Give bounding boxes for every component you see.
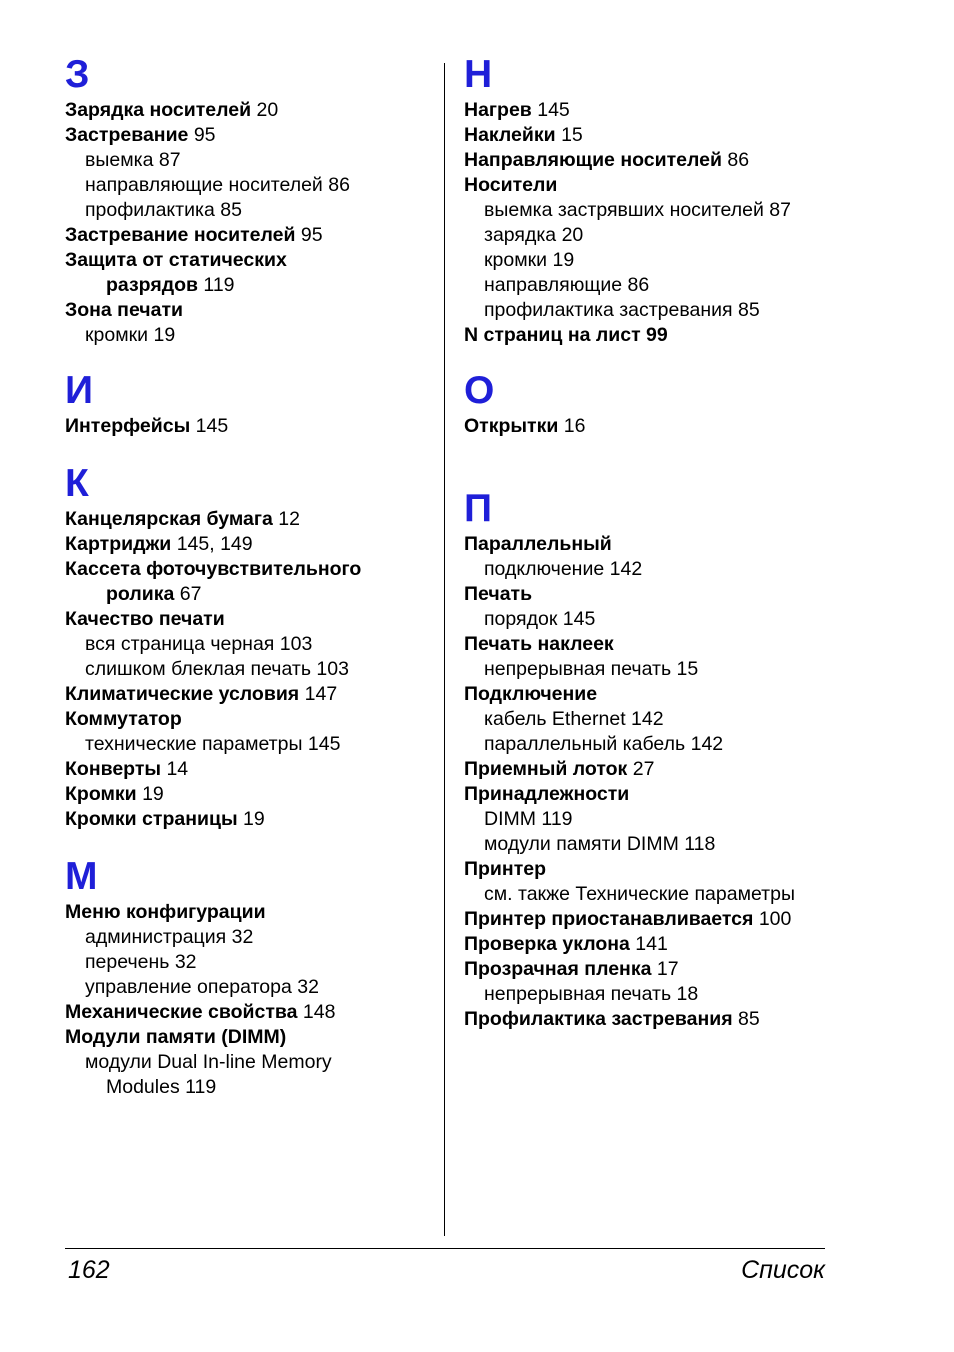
index-entry [65,807,435,832]
entry-page-number: 145 [537,99,570,121]
index-entry [464,323,914,348]
section-letter-heading: О [464,369,495,412]
entry-page-number: 142 [609,558,643,580]
section-letter-heading: З [65,53,90,96]
index-entry [464,148,914,173]
entry-term: порядок [484,608,558,630]
index-entry [65,507,435,532]
index-entry [65,1000,435,1025]
entry-page-number: 14 [166,758,189,780]
index-entry [464,857,914,882]
entry-page-number: 16 [563,415,586,437]
entry-page-number: 103 [279,633,313,655]
entry-page-number: 15 [676,658,699,680]
entry-term: Открытки [464,415,559,437]
entry-term: параллельный кабель [484,733,686,755]
entry-term: профилактика застревания [484,299,733,321]
index-subentry [464,198,914,223]
index-entry [464,682,914,707]
entry-term: модули памяти DIMM [484,833,679,855]
entry-term: слишком блеклая печать [85,658,311,680]
index-subentry [65,323,435,348]
entry-term: Зарядка носителей [65,99,252,121]
entry-term: Меню конфигурации [65,901,266,923]
index-section [65,461,435,832]
entry-term: Параллельный [464,533,612,555]
entry-term: Приемный лоток [464,758,628,780]
index-entry [65,248,435,298]
entry-term: Конверты [65,758,162,780]
entry-term: Кромки страницы [65,808,238,830]
entry-page-number: 85 [738,299,760,321]
entry-term: администрация [85,926,227,948]
entry-page-number: 86 [328,174,350,196]
entry-page-number: 32 [174,951,197,973]
entry-term: Зона печати [65,299,184,321]
entry-page-number: 119 [541,808,573,830]
entry-page-number: 19 [552,249,575,271]
entry-page-number: 67 [179,583,202,605]
index-entry [65,414,435,439]
index-subentry [65,632,435,657]
entry-page-number: 19 [142,783,164,805]
entry-term-continuation [65,582,435,607]
entry-term: Подключение [464,683,598,705]
index-subentry [464,982,914,1007]
entry-page-number: 12 [278,508,300,530]
section-letter-heading: К [65,462,89,505]
entry-term: Профилактика застревания [464,1008,733,1030]
index-entry [65,1025,435,1050]
entry-page-number: 145, 149 [176,533,253,555]
entry-page-number: 118 [684,833,716,855]
entry-term-continued: Modules [106,1076,180,1098]
entry-term: профилактика [85,199,215,221]
entry-term: Застревание [65,124,189,146]
index-entry [464,123,914,148]
entry-page-number: 17 [656,958,679,980]
entry-page-number: 27 [632,758,655,780]
entry-term: вся страница черная [85,633,275,655]
entry-term: Кассета фоточувствительного [65,558,362,580]
entry-page-number: 145 [562,608,596,630]
entry-page-number: 87 [158,149,181,171]
index-subentry [65,925,435,950]
index-entry [464,582,914,607]
index-subentry [464,832,914,857]
entry-term: подключение [484,558,605,580]
index-entry [464,782,914,807]
index-subentry [65,732,435,757]
entry-page-number: 95 [300,224,323,246]
entry-term: непрерывная печать [484,983,672,1005]
index-section [464,368,914,439]
entry-term: направляющие [484,274,623,296]
index-subentry [464,298,914,323]
index-entry [65,607,435,632]
entry-term: Коммутатор [65,708,182,730]
entry-term-continuation [85,1075,435,1100]
section-letter-heading: М [65,855,98,898]
index-entry [65,298,435,323]
entry-term: Прозрачная пленка [464,958,652,980]
entry-term: кабель Ethernet [484,708,626,730]
entry-term: Носители [464,174,558,196]
entry-term: Интерфейсы [65,415,191,437]
index-entry [65,223,435,248]
entry-term: Направляющие носителей [464,149,722,171]
index-entry [464,173,914,198]
index-subentry [464,273,914,298]
entry-term: Канцелярская бумага [65,508,273,530]
entry-page-number: 87 [769,199,791,221]
entry-term: кромки [484,249,548,271]
entry-page-number: 95 [193,124,216,146]
index-entry [65,532,435,557]
entry-term: Наклейки [464,124,556,146]
entry-term: выемка застрявших носителей [484,199,764,221]
index-entry [65,123,435,148]
entry-term: кромки [85,324,149,346]
entry-page-number: 141 [635,933,668,955]
entry-term: Качество печати [65,608,225,630]
entry-term: перечень [85,951,170,973]
entry-term: зарядка [484,224,557,246]
entry-term: Кромки [65,783,137,805]
footer-page-number: 162 [68,1256,110,1284]
index-subentry [65,198,435,223]
entry-term: Принтер приостанавливается [464,908,754,930]
index-section [65,368,435,439]
index-entry [464,907,914,932]
index-entry [464,98,914,123]
index-section [65,854,435,1100]
index-entry [65,782,435,807]
entry-term: модули Dual In-line Memory [85,1051,332,1073]
index-subentry [65,173,435,198]
entry-page-number: 103 [316,658,349,680]
entry-term: направляющие носителей [85,174,323,196]
index-subentry [65,1050,435,1100]
entry-term: Механические свойства [65,1001,298,1023]
entry-term-continued: ролика [106,583,175,605]
entry-term: управление оператора [85,976,292,998]
index-entry [65,98,435,123]
entry-page-number: 85 [738,1008,760,1030]
index-entry [464,1007,914,1032]
index-entry [65,557,435,607]
section-letter-heading: Н [464,53,493,96]
index-entry [65,900,435,925]
index-entry [464,957,914,982]
index-subentry [464,732,914,757]
index-section [464,486,914,1032]
entry-page-number: 85 [220,199,242,221]
column-divider [444,63,445,1236]
index-entry [464,414,914,439]
entry-term: Картриджи [65,533,172,555]
entry-page-number: 145 [195,415,229,437]
entry-page-number: 86 [627,274,650,296]
entry-page-number: 100 [758,908,792,930]
entry-page-number: 142 [631,708,664,730]
entry-page-number: 142 [690,733,724,755]
index-entry [464,757,914,782]
entry-page-number: 147 [304,683,338,705]
index-subentry [65,148,435,173]
index-entry [464,932,914,957]
entry-page-number: 15 [561,124,583,146]
entry-term: Печать [464,583,533,605]
index-entry [65,757,435,782]
entry-page-number: 119 [203,274,235,296]
index-subentry [464,882,914,907]
footer-rule [65,1248,825,1249]
entry-page-number: 145 [307,733,341,755]
entry-page-number: 19 [153,324,176,346]
entry-term-continuation [65,273,435,298]
entry-term: технические параметры [85,733,303,755]
entry-term-continued: разрядов [106,274,198,296]
entry-page-number: 32 [297,976,319,998]
entry-page-number: 19 [243,808,265,830]
entry-term: выемка [85,149,154,171]
section-letter-heading: П [464,487,493,530]
entry-page-number: 18 [676,983,699,1005]
entry-term: Защита от статических [65,249,287,271]
index-subentry [464,223,914,248]
footer-section-title: Список [741,1256,825,1284]
index-subentry [464,607,914,632]
index-section [65,52,435,348]
entry-page-number: 148 [302,1001,336,1023]
index-section [464,52,914,348]
entry-page-number: 119 [185,1076,217,1098]
entry-term: Принтер [464,858,546,880]
index-entry [464,632,914,657]
entry-page-number: 20 [561,224,584,246]
entry-term: см. также Технические параметры [484,883,795,905]
entry-term: Климатические условия [65,683,300,705]
entry-term: Проверка уклона [464,933,630,955]
index-entry [464,532,914,557]
index-subentry [464,248,914,273]
section-letter-heading: И [65,369,94,412]
entry-term: Застревание носителей [65,224,296,246]
index-subentry [65,657,435,682]
index-entry [65,682,435,707]
entry-term: N страниц на лист 99 [464,324,668,346]
index-subentry [464,557,914,582]
entry-page-number: 86 [727,149,750,171]
index-subentry [464,807,914,832]
index-column-right [464,52,914,1032]
index-column-left [65,52,435,1100]
index-subentry [65,975,435,1000]
entry-term: Нагрев [464,99,532,121]
entry-term: Модули памяти (DIMM) [65,1026,287,1048]
index-subentry [65,950,435,975]
entry-term: DIMM [484,808,536,830]
index-entry [65,707,435,732]
entry-term: Печать наклеек [464,633,614,655]
entry-term: непрерывная печать [484,658,672,680]
entry-page-number: 20 [256,99,279,121]
entry-page-number: 32 [231,926,254,948]
entry-term: Принадлежности [464,783,630,805]
index-subentry [464,707,914,732]
index-subentry [464,657,914,682]
